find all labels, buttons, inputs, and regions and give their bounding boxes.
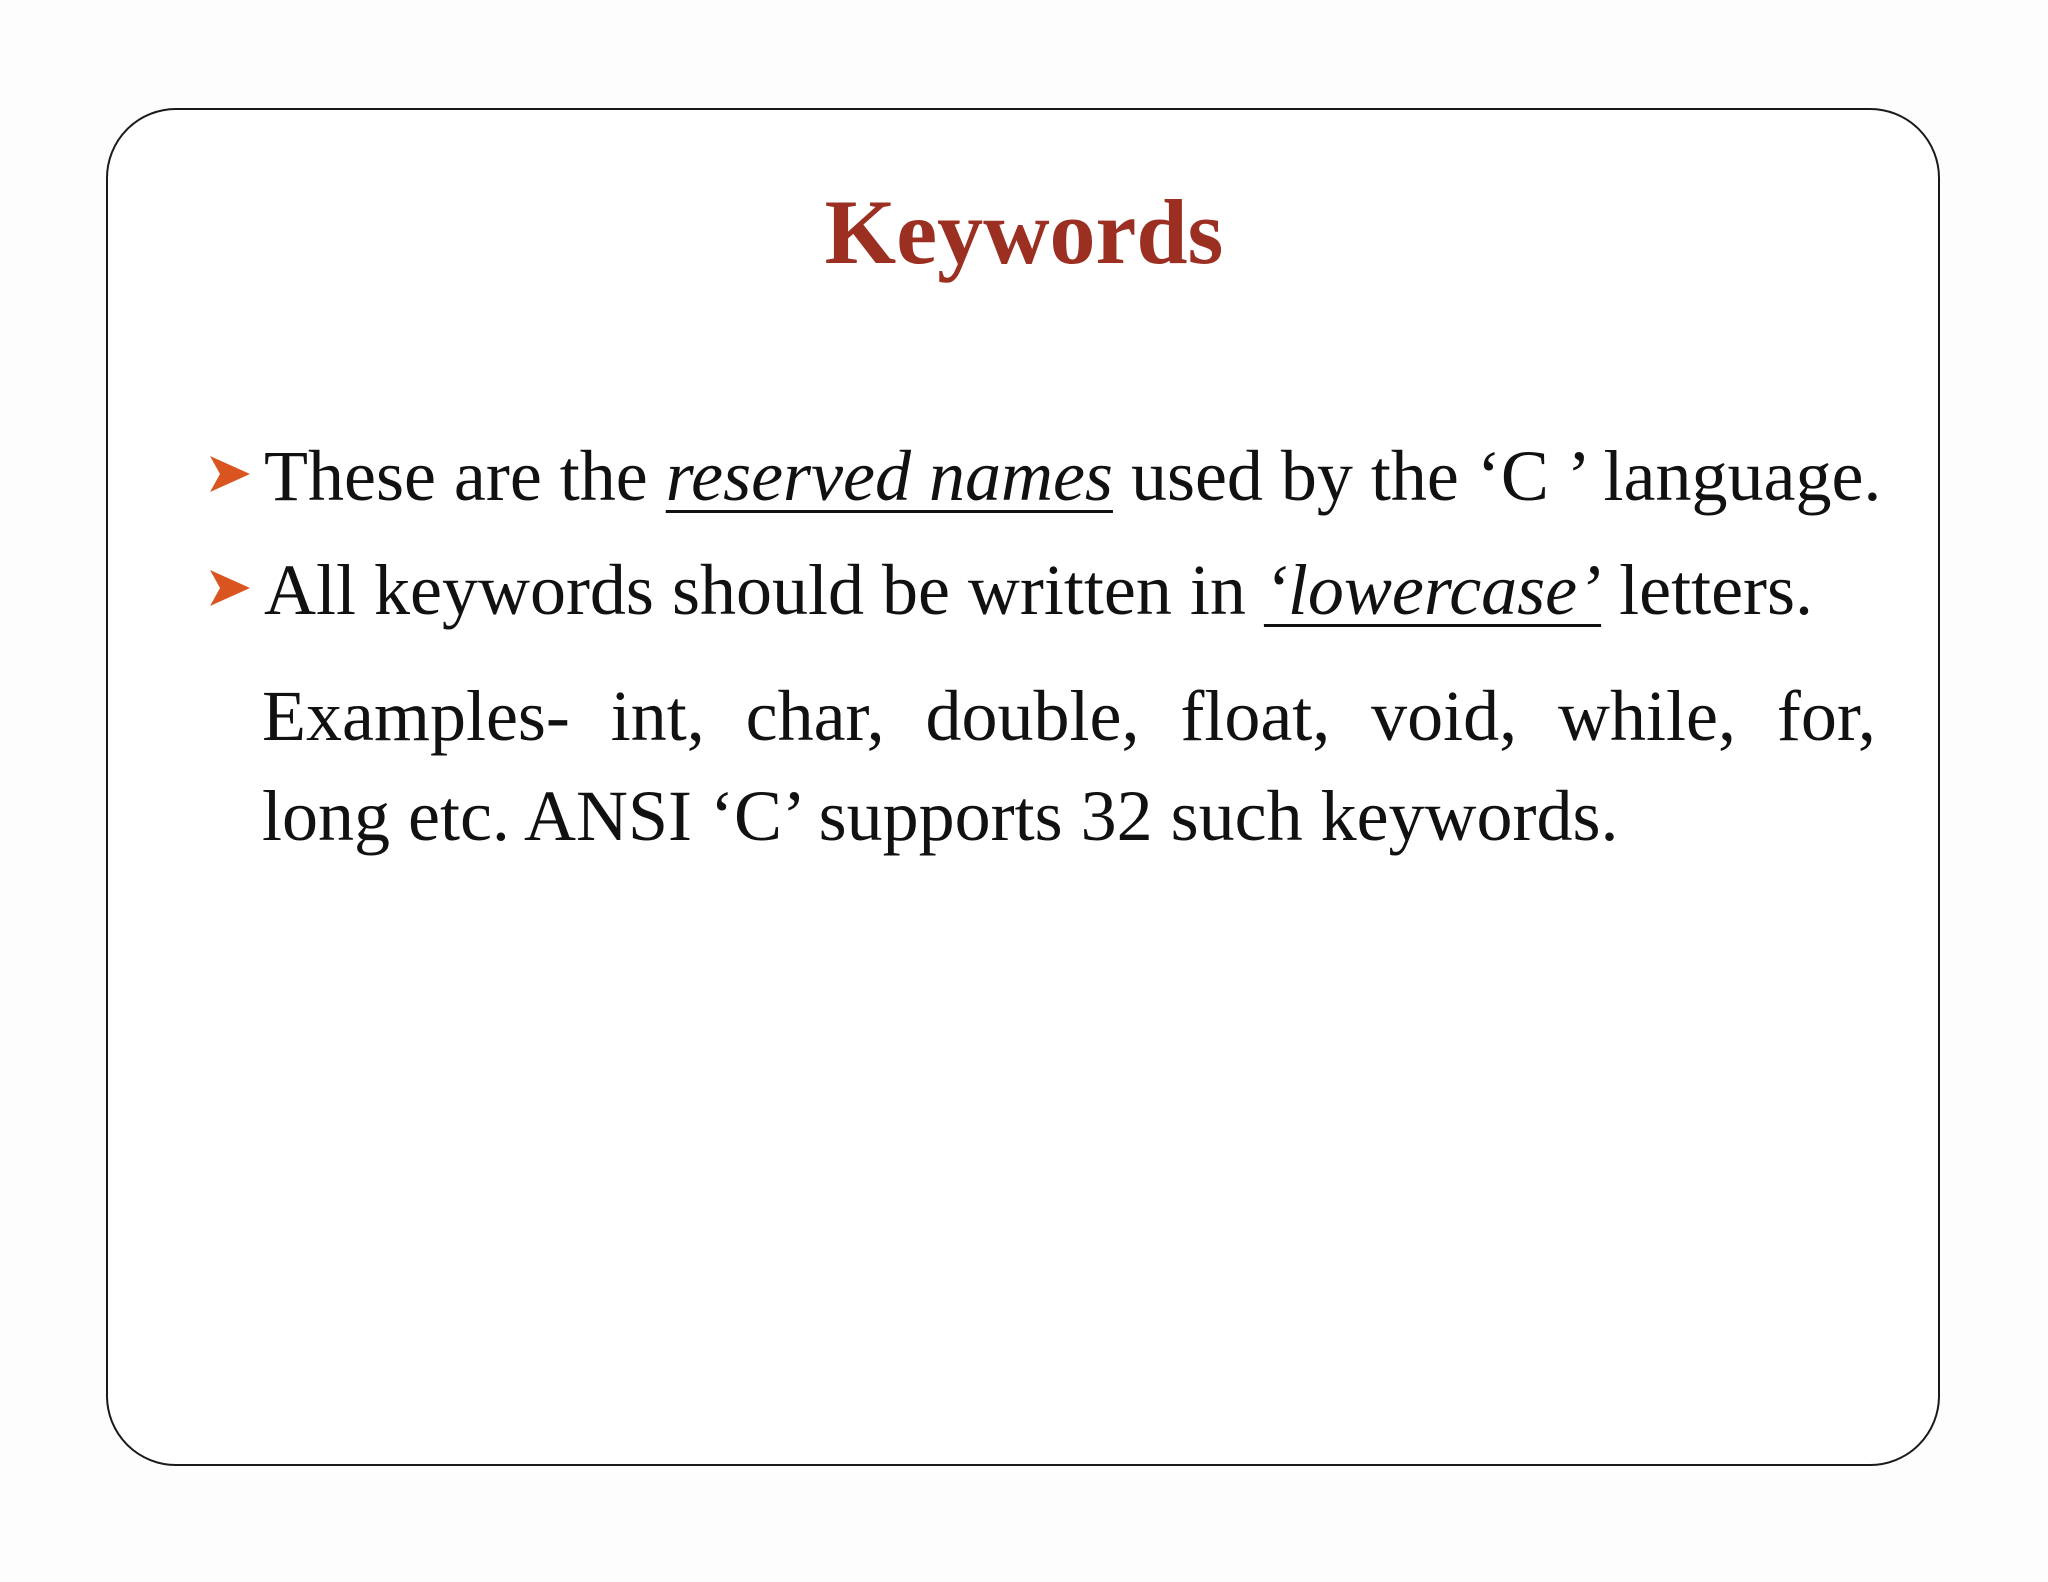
example-word: while,	[1558, 676, 1736, 756]
example-word: char,	[745, 676, 885, 756]
bullet-2-emphasis: ‘lowercase’	[1263, 550, 1602, 630]
examples-paragraph	[262, 666, 1876, 866]
example-word: Examples-	[262, 676, 570, 756]
slide-title: Keywords	[824, 181, 1224, 283]
arrow-bullet-icon	[208, 566, 252, 610]
bullet-2-text-end: letters.	[1601, 550, 1814, 630]
example-word: double,	[925, 676, 1140, 756]
bullet-lowercase	[208, 550, 1814, 630]
examples-line-2: long etc. ANSI ‘C’ supports 32 such keywords.	[262, 776, 1619, 856]
arrow-bullet-icon	[208, 452, 252, 496]
bullet-1-emphasis: reserved names	[665, 436, 1113, 516]
example-word: void,	[1371, 676, 1518, 756]
example-word: for,	[1776, 676, 1876, 756]
example-word: float,	[1180, 676, 1331, 756]
bullet-2-text-start: All keywords should be written in	[264, 550, 1264, 630]
example-word: int,	[610, 676, 705, 756]
bullet-1-text-start: These are the	[264, 436, 666, 516]
examples-line-1	[262, 666, 1876, 766]
bullet-1-text-end: used by the ‘C ’ language.	[1112, 436, 1882, 516]
bullet-reserved-names	[208, 436, 1882, 516]
